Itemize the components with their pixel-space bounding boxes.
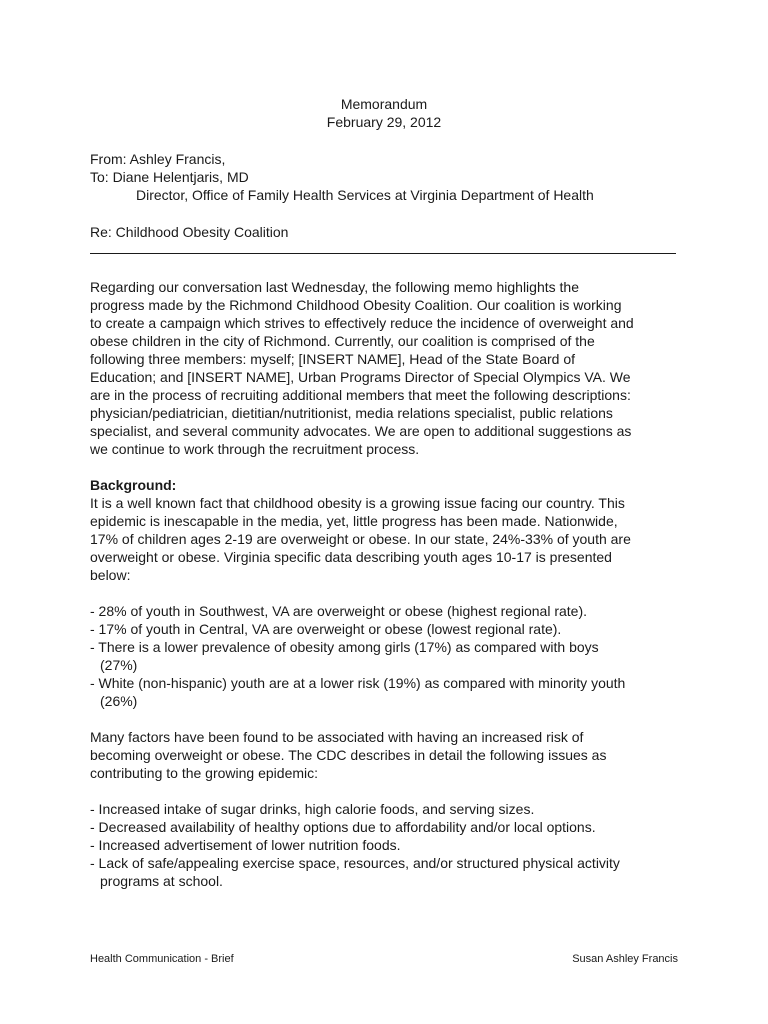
list-item: - 17% of youth in Central, VA are overweight or obese (lowest regional rate).	[90, 621, 562, 637]
list-item-continuation: (27%)	[100, 657, 138, 673]
intro-line: we continue to work through the recruitment process.	[90, 441, 420, 457]
list-item: - White (non-hispanic) youth are at a lower risk (19%) as compared with minority youth	[90, 675, 626, 691]
memo-header	[0, 95, 768, 131]
list-item-continuation: programs at school.	[100, 873, 223, 889]
background-paragraph	[90, 494, 690, 584]
background-line: epidemic is inescapable in the media, yet, little progress has been made. Nationwide,	[90, 513, 618, 529]
footer-right: Susan Ashley Francis	[572, 953, 678, 965]
from-line: From: Ashley Francis,	[90, 151, 226, 167]
intro-line: are in the process of recruiting additional members that meet the following descriptions:	[90, 387, 631, 403]
memo-title: Memorandum	[340, 96, 428, 112]
spacer	[90, 584, 690, 602]
spacer	[90, 782, 690, 800]
intro-line: Education; and [INSERT NAME], Urban Programs Director of Special Olympics VA. We	[90, 369, 631, 385]
subject-block	[90, 223, 680, 254]
background-heading: Background:	[90, 477, 177, 493]
intro-line: physician/pediatrician, dietitian/nutritionist, media relations specialist, public relations	[90, 405, 613, 421]
subject-line: Re: Childhood Obesity Coalition	[90, 224, 289, 240]
background-line: It is a well known fact that childhood obesity is a growing issue facing our country. This	[90, 495, 625, 511]
memo-date: February 29, 2012	[326, 114, 442, 130]
memo-addressing	[90, 150, 594, 204]
factors-line: Many factors have been found to be associated with having an increased risk of	[90, 729, 584, 745]
intro-line: obese children in the city of Richmond. Currently, our coalition is comprised of the	[90, 333, 595, 349]
intro-line: progress made by the Richmond Childhood Obesity Coalition. Our coalition is working	[90, 297, 622, 313]
intro-line: specialist, and several community advocates. We are open to additional suggestions as	[90, 423, 632, 439]
intro-paragraph	[90, 278, 690, 458]
list-item: - There is a lower prevalence of obesity among girls (17%) as compared with boys	[90, 639, 599, 655]
footer-left: Health Communication - Brief	[90, 953, 234, 965]
factors-line: contributing to the growing epidemic:	[90, 765, 319, 781]
background-line: below:	[90, 567, 131, 583]
virginia-data-list	[90, 602, 690, 710]
background-line: 17% of children ages 2-19 are overweight or obese. In our state, 24%-33% of youth are	[90, 531, 631, 547]
factors-paragraph	[90, 728, 690, 782]
cdc-factors-list	[90, 800, 690, 890]
factors-line: becoming overweight or obese. The CDC describes in detail the following issues as	[90, 747, 607, 763]
recipient-title: Director, Office of Family Health Services at Virginia Department of Health	[136, 187, 594, 203]
list-item: - 28% of youth in Southwest, VA are overweight or obese (highest regional rate).	[90, 603, 588, 619]
list-item-continuation: (26%)	[100, 693, 138, 709]
list-item: - Increased intake of sugar drinks, high calorie foods, and serving sizes.	[90, 801, 535, 817]
list-item: - Decreased availability of healthy options due to affordability and/or local options.	[90, 819, 596, 835]
intro-line: Regarding our conversation last Wednesday, the following memo highlights the	[90, 279, 579, 295]
memo-body	[90, 278, 690, 890]
list-item: - Increased advertisement of lower nutrition foods.	[90, 837, 401, 853]
to-line: To: Diane Helentjaris, MD	[90, 169, 249, 185]
intro-line: following three members: myself; [INSERT NAME], Head of the State Board of	[90, 351, 576, 367]
spacer	[90, 710, 690, 728]
page-footer	[90, 952, 678, 966]
list-item: - Lack of safe/appealing exercise space, resources, and/or structured physical activity	[90, 855, 620, 871]
intro-line: to create a campaign which strives to effectively reduce the incidence of overweight and	[90, 315, 634, 331]
background-line: overweight or obese. Virginia specific data describing youth ages 10-17 is presented	[90, 549, 612, 565]
subject-divider	[90, 253, 676, 254]
